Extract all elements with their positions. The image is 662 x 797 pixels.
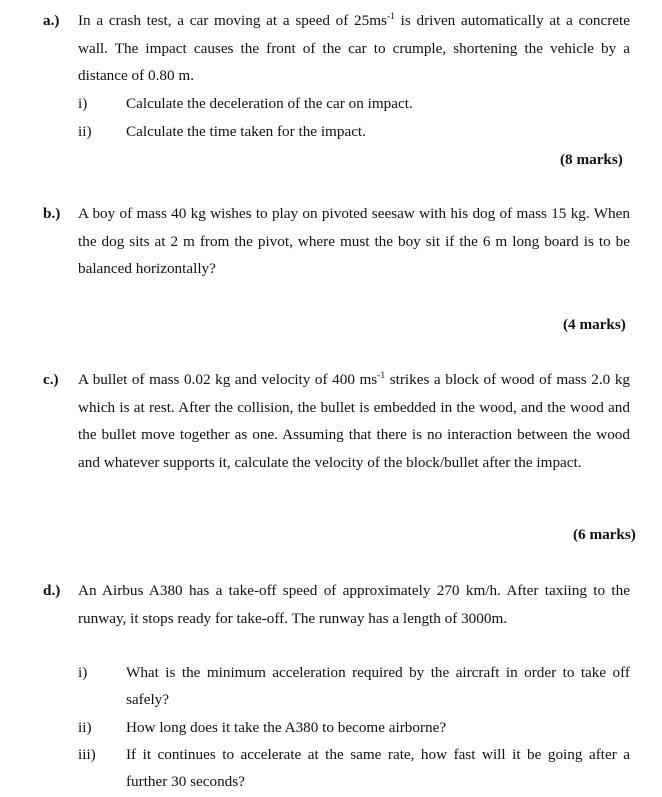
question-a-marks: (8 marks): [560, 151, 623, 168]
question-a-text: [78, 7, 630, 90]
question-b-marks: (4 marks): [563, 316, 626, 333]
part-label: iii): [78, 746, 96, 763]
question-c-marks: (6 marks): [573, 526, 636, 543]
part-label: ii): [78, 719, 92, 736]
question-c-text-start: A bullet of mass 0.02 kg and velocity of 400 ms: [78, 371, 378, 388]
question-c-text: [78, 366, 630, 476]
question-d-label: d.): [43, 582, 61, 599]
question-c-text-end: strikes a block of wood of mass 2.0 kg which is at rest. After the collision, the bullet is embedded in the wood, and the wood and the bullet move together as one. Assuming that there is no interaction between the wood and whatever supports it, calculate the velocity of the block/bullet after the impact.: [78, 371, 631, 471]
question-a-text-start: In a crash test, a car moving at a speed of 25ms: [78, 12, 387, 29]
part-text: If it continues to accelerate at the same rate, how fast will it be going after a further 30 seconds?: [126, 746, 630, 790]
question-b-text: A boy of mass 40 kg wishes to play on pivoted seesaw with his dog of mass 15 kg. When the dog sits at 2 m from the pivot, where must the boy sit if the 6 m long board is to be balanced horizontally?: [78, 205, 630, 277]
part-text: Calculate the deceleration of the car on impact.: [126, 95, 413, 112]
question-d-text: An Airbus A380 has a take-off speed of approximately 270 km/h. After taxiing to the runway, it stops ready for take-off. The runway has a length of 3000m.: [78, 582, 630, 627]
question-a-superscript: -1: [386, 12, 395, 22]
part-label: ii): [78, 123, 92, 140]
question-a-label: a.): [43, 12, 60, 29]
question-b-label: b.): [43, 205, 61, 222]
part-label: i): [78, 95, 88, 112]
part-text: Calculate the time taken for the impact.: [126, 123, 366, 140]
question-c-label: c.): [43, 371, 59, 388]
part-text: What is the minimum acceleration required by the aircraft in order to take off safely?: [126, 664, 630, 708]
part-label: i): [78, 664, 88, 681]
question-c-superscript: -1: [377, 371, 386, 381]
question-a-text-end: is driven automatically at a concrete wall. The impact causes the front of the car to crumple, shortening the vehicle by a distance of 0.80 m.: [78, 12, 631, 84]
part-text: How long does it take the A380 to become airborne?: [126, 719, 447, 736]
